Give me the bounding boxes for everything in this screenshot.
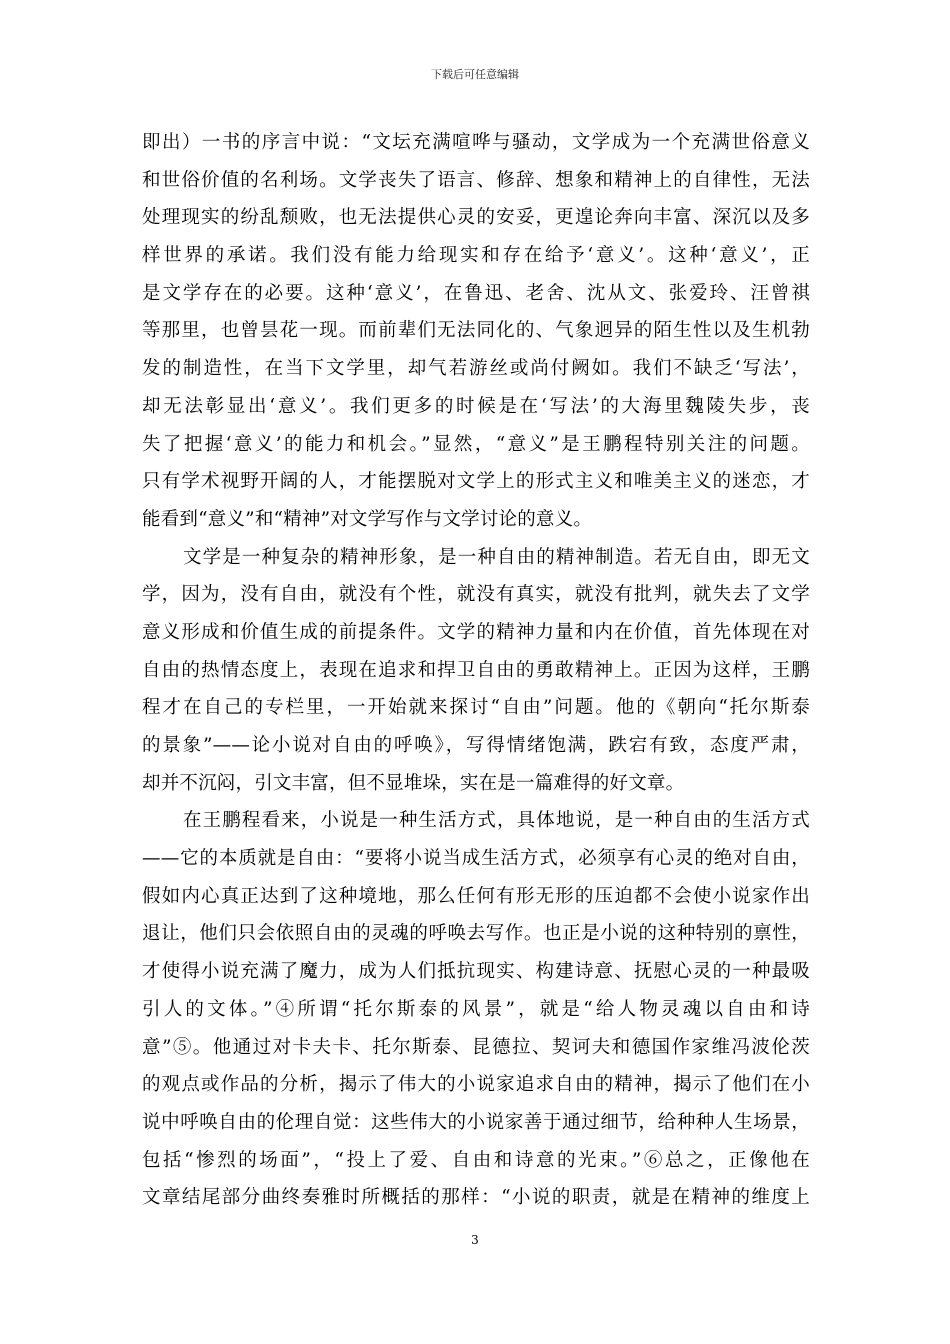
text-line: 意”⑤。他通过对卡夫卡、托尔斯泰、昆德拉、契诃夫和德国作家维冯波伦茨 — [142, 1036, 810, 1058]
text-line: 意义形成和价值生成的前提条件。文学的精神力量和内在价值，首先体现在对 — [142, 621, 810, 643]
text-line: 样世界的承诺。我们没有能力给现实和存在给予‘意义’。这种‘意义’，正 — [142, 245, 810, 267]
text-line: 学，因为，没有自由，就没有个性，就没有真实，就没有批判，就失去了文学 — [142, 584, 810, 606]
paragraph-first-line: 文学是一种复杂的精神形象，是一种自由的精神制造。若无自由，即无文 — [183, 546, 810, 568]
text-line: 和世俗价值的名利场。文学丧失了语言、修辞、想象和精神上的自律性，无法 — [142, 169, 810, 191]
text-line: 能看到“意义”和“精神”对文学写作与文学讨论的意义。 — [142, 508, 593, 530]
text-line: 说中呼唤自由的伦理自觉：这些伟大的小说家善于通过细节，给种种人生场景， — [142, 1111, 810, 1133]
text-line: 失了把握‘意义’的能力和机会。”显然，“意义”是王鹏程特别关注的问题。 — [142, 433, 810, 455]
text-line: 才使得小说充满了魔力，成为人们抵抗现实、构建诗意、抚慰心灵的一种最吸 — [142, 961, 810, 983]
paragraph-first-line: 在王鹏程看来，小说是一种生活方式，具体地说，是一种自由的生活方式 — [183, 810, 810, 832]
text-line: 假如内心真正达到了这种境地，那么任何有形无形的压迫都不会使小说家作出 — [142, 885, 810, 907]
page-number: 3 — [471, 1233, 479, 1247]
text-line: 处理现实的纷乱颓败，也无法提供心灵的安妥，更遑论奔向丰富、深沉以及多 — [142, 207, 810, 229]
text-line: 的景象”——论小说对自由的呼唤》，写得情绪饱满，跌宕有致，态度严肃， — [142, 735, 810, 756]
document-body — [142, 124, 810, 1217]
text-line: 却无法彰显出‘意义’。我们更多的时候是在‘写法’的大海里魏陵失步，丧 — [142, 395, 810, 417]
text-line: 只有学术视野开阔的人，才能摆脱对文学上的形式主义和唯美主义的迷恋，才 — [142, 471, 810, 493]
text-line: 发的制造性，在当下文学里，却气若游丝或尚付阙如。我们不缺乏‘写法’， — [142, 358, 810, 380]
text-line: 等那里，也曾昙花一现。而前辈们无法同化的、气象迥异的陌生性以及生机勃 — [142, 320, 810, 342]
text-line: ——它的本质就是自由：“要将小说当成生活方式，必须享有心灵的绝对自由， — [142, 848, 810, 870]
text-line: 包括“惨烈的场面”，“投上了爱、自由和诗意的光束。”⑥总之，正像他在 — [142, 1149, 810, 1171]
page-header: 下载后可任意编辑 — [431, 68, 519, 81]
text-line: 退让，他们只会依照自由的灵魂的呼唤去写作。也正是小说的这种特别的禀性， — [142, 923, 810, 945]
text-line: 即出）一书的序言中说：“文坛充满喧哗与骚动，文学成为一个充满世俗意义 — [142, 132, 810, 153]
text-line: 却并不沉闷，引文丰富，但不显堆垛，实在是一篇难得的好文章。 — [142, 772, 685, 794]
text-line: 程才在自己的专栏里，一开始就来探讨“自由”问题。他的《朝向“托尔斯泰 — [142, 697, 810, 719]
text-line: 自由的热情态度上，表现在追求和捍卫自由的勇敢精神上。正因为这样，王鹏 — [142, 659, 810, 681]
text-line: 的观点或作品的分析，揭示了伟大的小说家追求自由的精神，揭示了他们在小 — [142, 1074, 810, 1096]
text-line: 文章结尾部分曲终奏雅时所概括的那样：“小说的职责，就是在精神的维度上 — [142, 1187, 810, 1209]
text-line: 是文学存在的必要。这种‘意义’，在鲁迅、老舍、沈从文、张爱玲、汪曾祺 — [142, 282, 810, 304]
text-line: 引人的文体。”④所谓“托尔斯泰的风景”，就是“给人物灵魂以自由和诗 — [142, 998, 810, 1020]
